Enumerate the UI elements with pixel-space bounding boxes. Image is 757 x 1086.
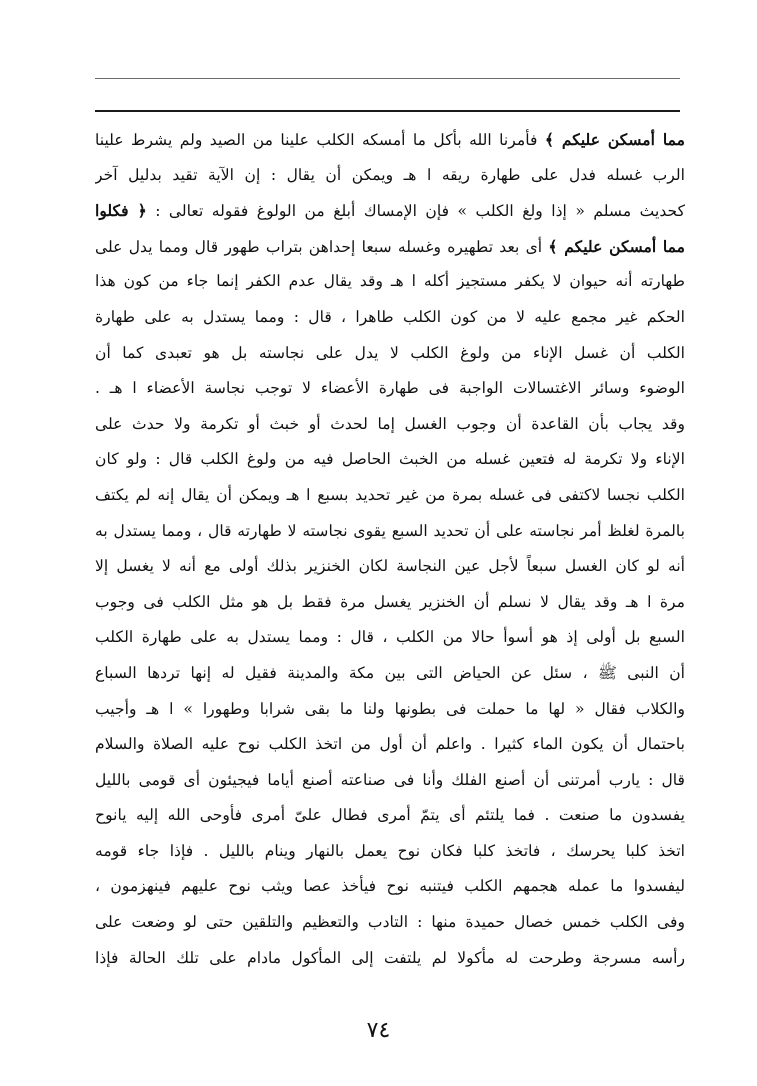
text-line-10: الإناء ولا تكرمة له فتعين غسله من الخبث الحاصل فيه من ولوغ الكلب قال : ولو كان bbox=[95, 450, 685, 469]
text-line-18: باحتمال أن يكون الماء كثيرا . واعلم أن أول من اتخذ الكلب نوح عليه الصلاة والسلام bbox=[95, 735, 685, 754]
text-line-20: يفسدون ما صنعت . فما يلتئم أى يتمّ أمرى فطال علىّ أمرى فأوحى الله إليه يانوح bbox=[95, 806, 685, 825]
text-line-12: بالمرة لغلظ أمر نجاسته على أن تحديد السبع يقوى نجاسته لا طهارته قال ، ومما يستدل به bbox=[95, 521, 685, 540]
text-line-3-main: كحديث مسلم « إذا ولغ الكلب » فإن الإمساك أبلغ من الولوغ فقوله تعالى : bbox=[146, 202, 685, 221]
quran-quote-bold: ﴿ فكلوا bbox=[95, 201, 147, 221]
text-line-15: السبع بل أولى إذ هو أسوأ حالا من الكلب ، قال : ومما يستدل به على طهارة الكلب bbox=[95, 628, 685, 647]
text-line-16: أن النبى ﷺ ، سئل عن الحياض التى بين مكة والمدينة فقيل له إنها تردها السباع bbox=[95, 663, 685, 682]
text-line-4-rest: أى بعد تطهيره وغسله سبعا إحداهن بتراب طهور قال ومما يدل على bbox=[95, 237, 549, 256]
text-line-1 bbox=[95, 122, 685, 158]
text-line-11: الكلب نجسا لاكتفى فى غسله بمرة من غير تحديد بسبع ا هـ ويمكن أن يقال إنه لم يكتف bbox=[95, 485, 685, 504]
quran-quote-bold: مما أمسكن عليكم ﴾ bbox=[548, 236, 685, 256]
text-line-4 bbox=[95, 229, 685, 265]
text-line-14: مرة ا هـ وقد يقال لا نسلم أن الخنزير يغسل مرة فقط بل هو مثل الكلب فى وجوب bbox=[95, 592, 685, 611]
text-line-17: والكلاب فقال « لها ما حملت فى بطونها ولنا ما بقى شرابا وطهورا » ا هـ وأجيب bbox=[95, 699, 685, 718]
page-number: ٧٤ bbox=[366, 1018, 391, 1043]
text-line-7: الكلب أن غسل الإناء من ولوغ الكلب لا يدل على نجاسته بل هو تعبدى كما أن bbox=[95, 343, 685, 362]
header-thick-rule bbox=[95, 110, 680, 112]
text-line-1-rest: فأمرنا الله بأكل ما أمسكه الكلب علينا من الصيد ولم يشرط علينا bbox=[95, 131, 545, 149]
text-line-22: ليفسدوا ما عمله هجمهم الكلب فيتنبه نوح فيأخذ عصا ويثب نوح عليهم فينهزمون ، bbox=[95, 877, 685, 896]
text-line-9: وقد يجاب بأن القاعدة أن وجوب الغسل إما لحدث أو خبث أو تكرمة ولا حدث على bbox=[95, 414, 685, 433]
text-line-2: الرب غسله فدل على طهارة ريقه ا هـ ويمكن أن يقال : إن الآية تقيد بدليل آخر bbox=[95, 165, 685, 184]
text-line-3 bbox=[95, 193, 685, 229]
text-line-21: اتخذ كلبا يحرسك ، فاتخذ كلبا فكان نوح يعمل بالنهار وينام بالليل . فإذا جاء قومه bbox=[95, 841, 685, 860]
text-line-13: أنه لو كان الغسل سبعاً لأجل عين النجاسة لكان الخنزير بذلك أولى مع أنه لا يغسل إلا bbox=[95, 557, 685, 576]
text-line-23: وفى الكلب خمس خصال حميدة منها : التادب والتعظيم والتلقين حتى لو وضعت على bbox=[95, 913, 685, 932]
page-body-text bbox=[95, 122, 685, 976]
text-line-24: رأسه مسرجة وطرحت له مأكولا لم يلتفت إلى المأكول مادام على تلك الحالة فإذا bbox=[95, 948, 685, 967]
text-line-6: الحكم غير مجمع عليه لا من كون الكلب طاهرا ، قال : ومما يستدل به على طهارة bbox=[95, 307, 685, 326]
quran-quote-bold: مما أمسكن عليكم ﴾ bbox=[544, 130, 685, 149]
header-thin-rule bbox=[95, 78, 680, 79]
text-line-8: الوضوء وسائر الاغتسالات الواجبة فى طهارة الأعضاء لا توجب نجاسة الأعضاء ا هـ . bbox=[95, 379, 685, 398]
text-line-19: قال : يارب أمرتنى أن أصنع الفلك وأنا فى صناعته أصنع أياما فيجيئون أى قومى بالليل bbox=[95, 770, 685, 789]
text-line-5: طهارته أنه حيوان لا يكفر مستجيز أكله ا هـ وقد يقال عدم الكفر إنما جاء من كون هذا bbox=[95, 272, 685, 291]
